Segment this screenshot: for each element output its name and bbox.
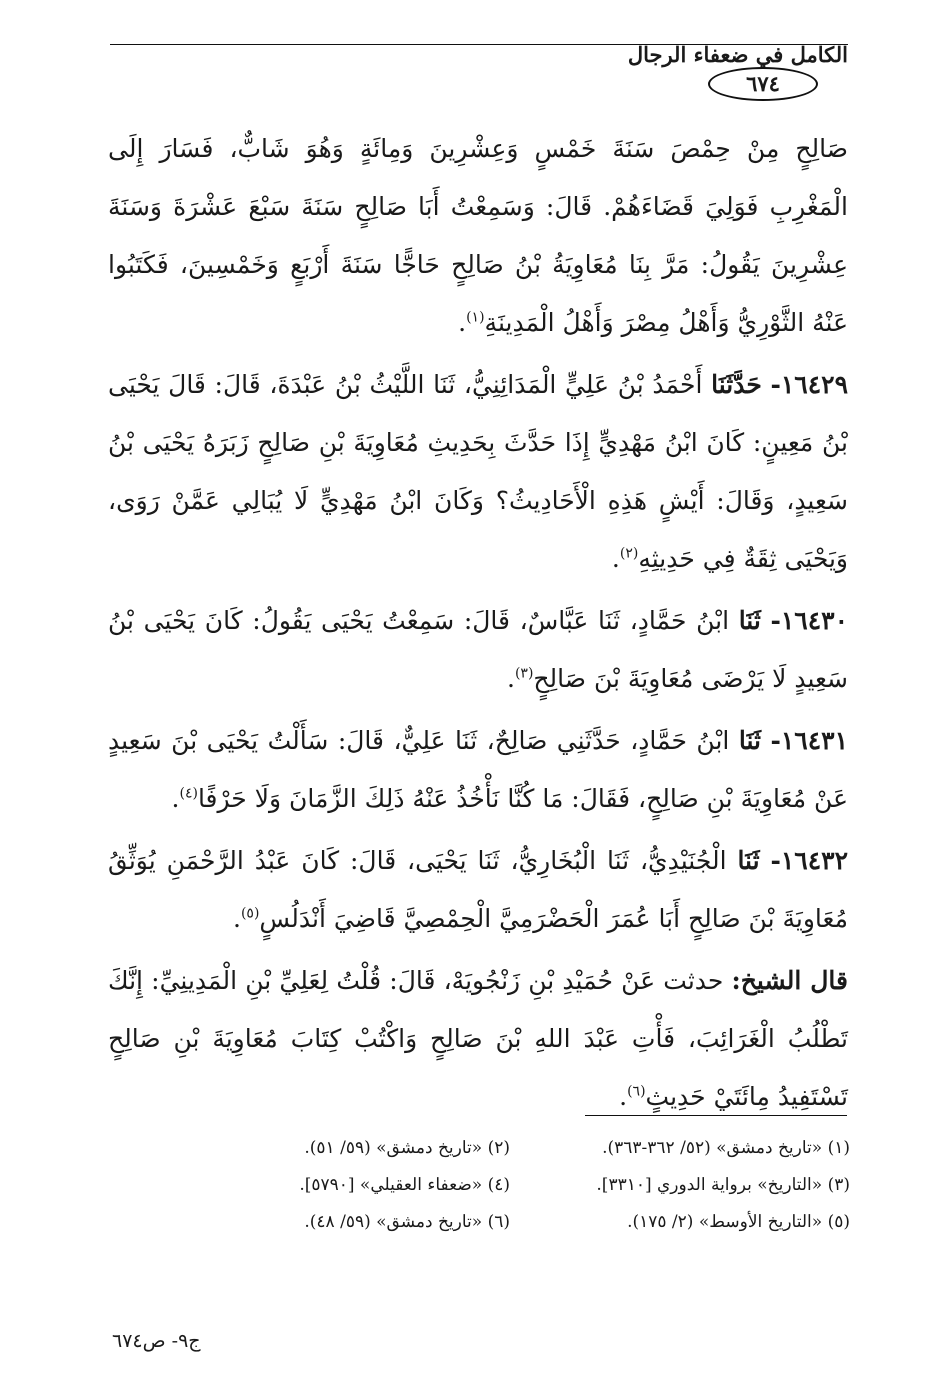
hadith-16432: [108, 832, 848, 948]
footnotes: [170, 1130, 850, 1241]
page-number-badge: ٦٧٤: [708, 67, 818, 101]
footnote-marker: (٦): [627, 1083, 646, 1100]
main-text: [108, 120, 848, 1126]
hadith-lead: ثَنَا: [737, 846, 760, 875]
footnote-5: (٥) «التاريخ الأوسط» (٢/ ١٧٥).: [627, 1212, 850, 1232]
hadith-16431: [108, 712, 848, 828]
footnote-4: (٤) «ضعفاء العقيلي» [٥٧٩٠].: [299, 1175, 510, 1195]
sheikh-lead: قال الشيخ:: [731, 966, 848, 995]
footnote-marker: (٣): [514, 665, 534, 682]
hadith-number: ١٦٤٢٩-: [770, 370, 849, 399]
footnote-marker: (٤): [179, 785, 198, 802]
footnote-6: (٦) «تاريخ دمشق» (٥٩/ ٤٨).: [304, 1212, 510, 1232]
hadith-16429: [108, 356, 848, 588]
paragraph-end: .: [458, 308, 467, 337]
hadith-number: ١٦٤٣٠-: [770, 606, 848, 635]
header-rule: [110, 44, 848, 45]
paragraph-end: .: [233, 904, 241, 933]
hadith-text: أَحْمَدُ بْنُ عَلِيٍّ الْمَدَائِنِيُّ، ثَنَا اللَّيْثُ بْنُ عَبْدَةَ، قَالَ: قَالَ يَحْيَى بْنُ مَعِينٍ: كَانَ ابْنُ مَهْدِيٍّ إِذَا حَدَّثَ بِحَدِيثِ مُعَاوِيَةَ بْنِ صَالِحٍ زَبَرَهُ يَحْيَى بْنُ سَعِيدٍ، وَقَالَ: أَيْشٍ هَذِهِ الْأَحَادِيثُ؟ وَكَانَ ابْنُ مَهْدِيٍّ لَا يُبَالِي عَمَّنْ رَوَى، وَيَحْيَى ثِقَةٌ فِي حَدِيثِهِ: [108, 370, 848, 573]
hadith-lead: حَدَّثَنَا: [711, 370, 762, 399]
paragraph-end: .: [507, 664, 515, 693]
paragraph-end: .: [611, 544, 620, 573]
footnote-marker: (٢): [619, 545, 639, 562]
paragraph-end: .: [619, 1082, 628, 1111]
footnote-row: [170, 1204, 850, 1241]
hadith-number: ١٦٤٣٢-: [770, 846, 848, 875]
paragraph-1: [108, 120, 848, 352]
hadith-lead: ثَنَا: [738, 726, 761, 755]
footnote-2: (٢) «تاريخ دمشق» (٥٩/ ٥١).: [304, 1138, 510, 1158]
sheikh-text: حدثت عَنْ حُمَيْدِ بْنِ زَنْجُويَهْ، قَالَ: قُلْتُ لِعَلِيِّ بْنِ الْمَدِينِيِّ: إِنَّكَ تَطْلُبُ الْغَرَائِبَ، فَأْتِ عَبْدَ اللهِ بْنَ صَالِحٍ وَاكْتُبْ كِتَابَ مُعَاوِيَةَ بْنِ صَالِحٍ تَسْتَفِيدُ مِائَتَيْ حَدِيثٍ: [108, 966, 848, 1111]
hadith-text: الْجُنَيْدِيُّ، ثَنَا الْبُخَارِيُّ، ثَنَا يَحْيَى، قَالَ: كَانَ عَبْدُ الرَّحْمَنِ يُوَثِّقُ مُعَاوِيَةَ بْنَ صَالِحٍ أَبَا عُمَرَ الْحَضْرَمِيَّ الْحِمْصِيَّ قَاضِيَ أَنْدَلُسٍ: [108, 846, 848, 933]
footnote-rule: [585, 1115, 847, 1116]
hadith-lead: ثَنَا: [738, 606, 761, 635]
footnote-marker: (٥): [240, 905, 260, 922]
footnote-marker: (١): [466, 309, 485, 326]
running-title: الكامل في ضعفاء الرجال: [627, 42, 848, 67]
paragraph-text: صَالِحٍ مِنْ حِمْصَ سَنَةَ خَمْسٍ وَعِشْرِينَ وَمِائَةٍ وَهُوَ شَابٌّ، فَسَارَ إِلَى الْمَغْرِبِ فَوَلِيَ قَضَاءَهُمْ. قَالَ: وَسَمِعْتُ أَبَا صَالِحٍ سَنَةَ سَبْعَ عَشْرَةَ وَسَنَةَ عِشْرِينَ يَقُولُ: مَرَّ بِنَا مُعَاوِيَةُ بْنُ صَالِحٍ حَاجًّا سَنَةَ أَرْبَعٍ وَخَمْسِينَ، فَكَتَبُوا عَنْهُ الثَّوْرِيُّ وَأَهْلُ مِصْرَ وَأَهْلُ الْمَدِينَةِ: [108, 134, 848, 337]
hadith-16430: [108, 592, 848, 708]
footnote-3: (٣) «التاريخ» برواية الدوري [٣٣١٠].: [596, 1175, 850, 1195]
footnote-row: [170, 1130, 850, 1167]
hadith-number: ١٦٤٣١-: [770, 726, 849, 755]
hadith-text: ابْنُ حَمَّادٍ، ثَنَا عَبَّاسٌ، قَالَ: سَمِعْتُ يَحْيَى يَقُولُ: كَانَ يَحْيَى بْنُ سَعِيدٍ لَا يَرْضَى مُعَاوِيَةَ بْنَ صَالِحٍ: [108, 606, 848, 693]
hadith-text: ابْنُ حَمَّادٍ، حَدَّثَنِي صَالِحٌ، ثَنَا عَلِيٌّ، قَالَ: سَأَلْتُ يَحْيَى بْنَ سَعِيدٍ عَنْ مُعَاوِيَةَ بْنِ صَالِحٍ، فَقَالَ: مَا كُنَّا نَأْخُذُ عَنْهُ ذَلِكَ الزَّمَانَ وَلَا حَرْفًا: [108, 726, 848, 813]
page-reference: ج٩- ص٦٧٤: [112, 1330, 201, 1352]
paragraph-end: .: [171, 784, 180, 813]
footnote-row: [170, 1167, 850, 1204]
sheikh-remark: [108, 952, 848, 1126]
footnote-1: (١) «تاريخ دمشق» (٥٢/ ٣٦٢-٣٦٣).: [602, 1138, 850, 1158]
